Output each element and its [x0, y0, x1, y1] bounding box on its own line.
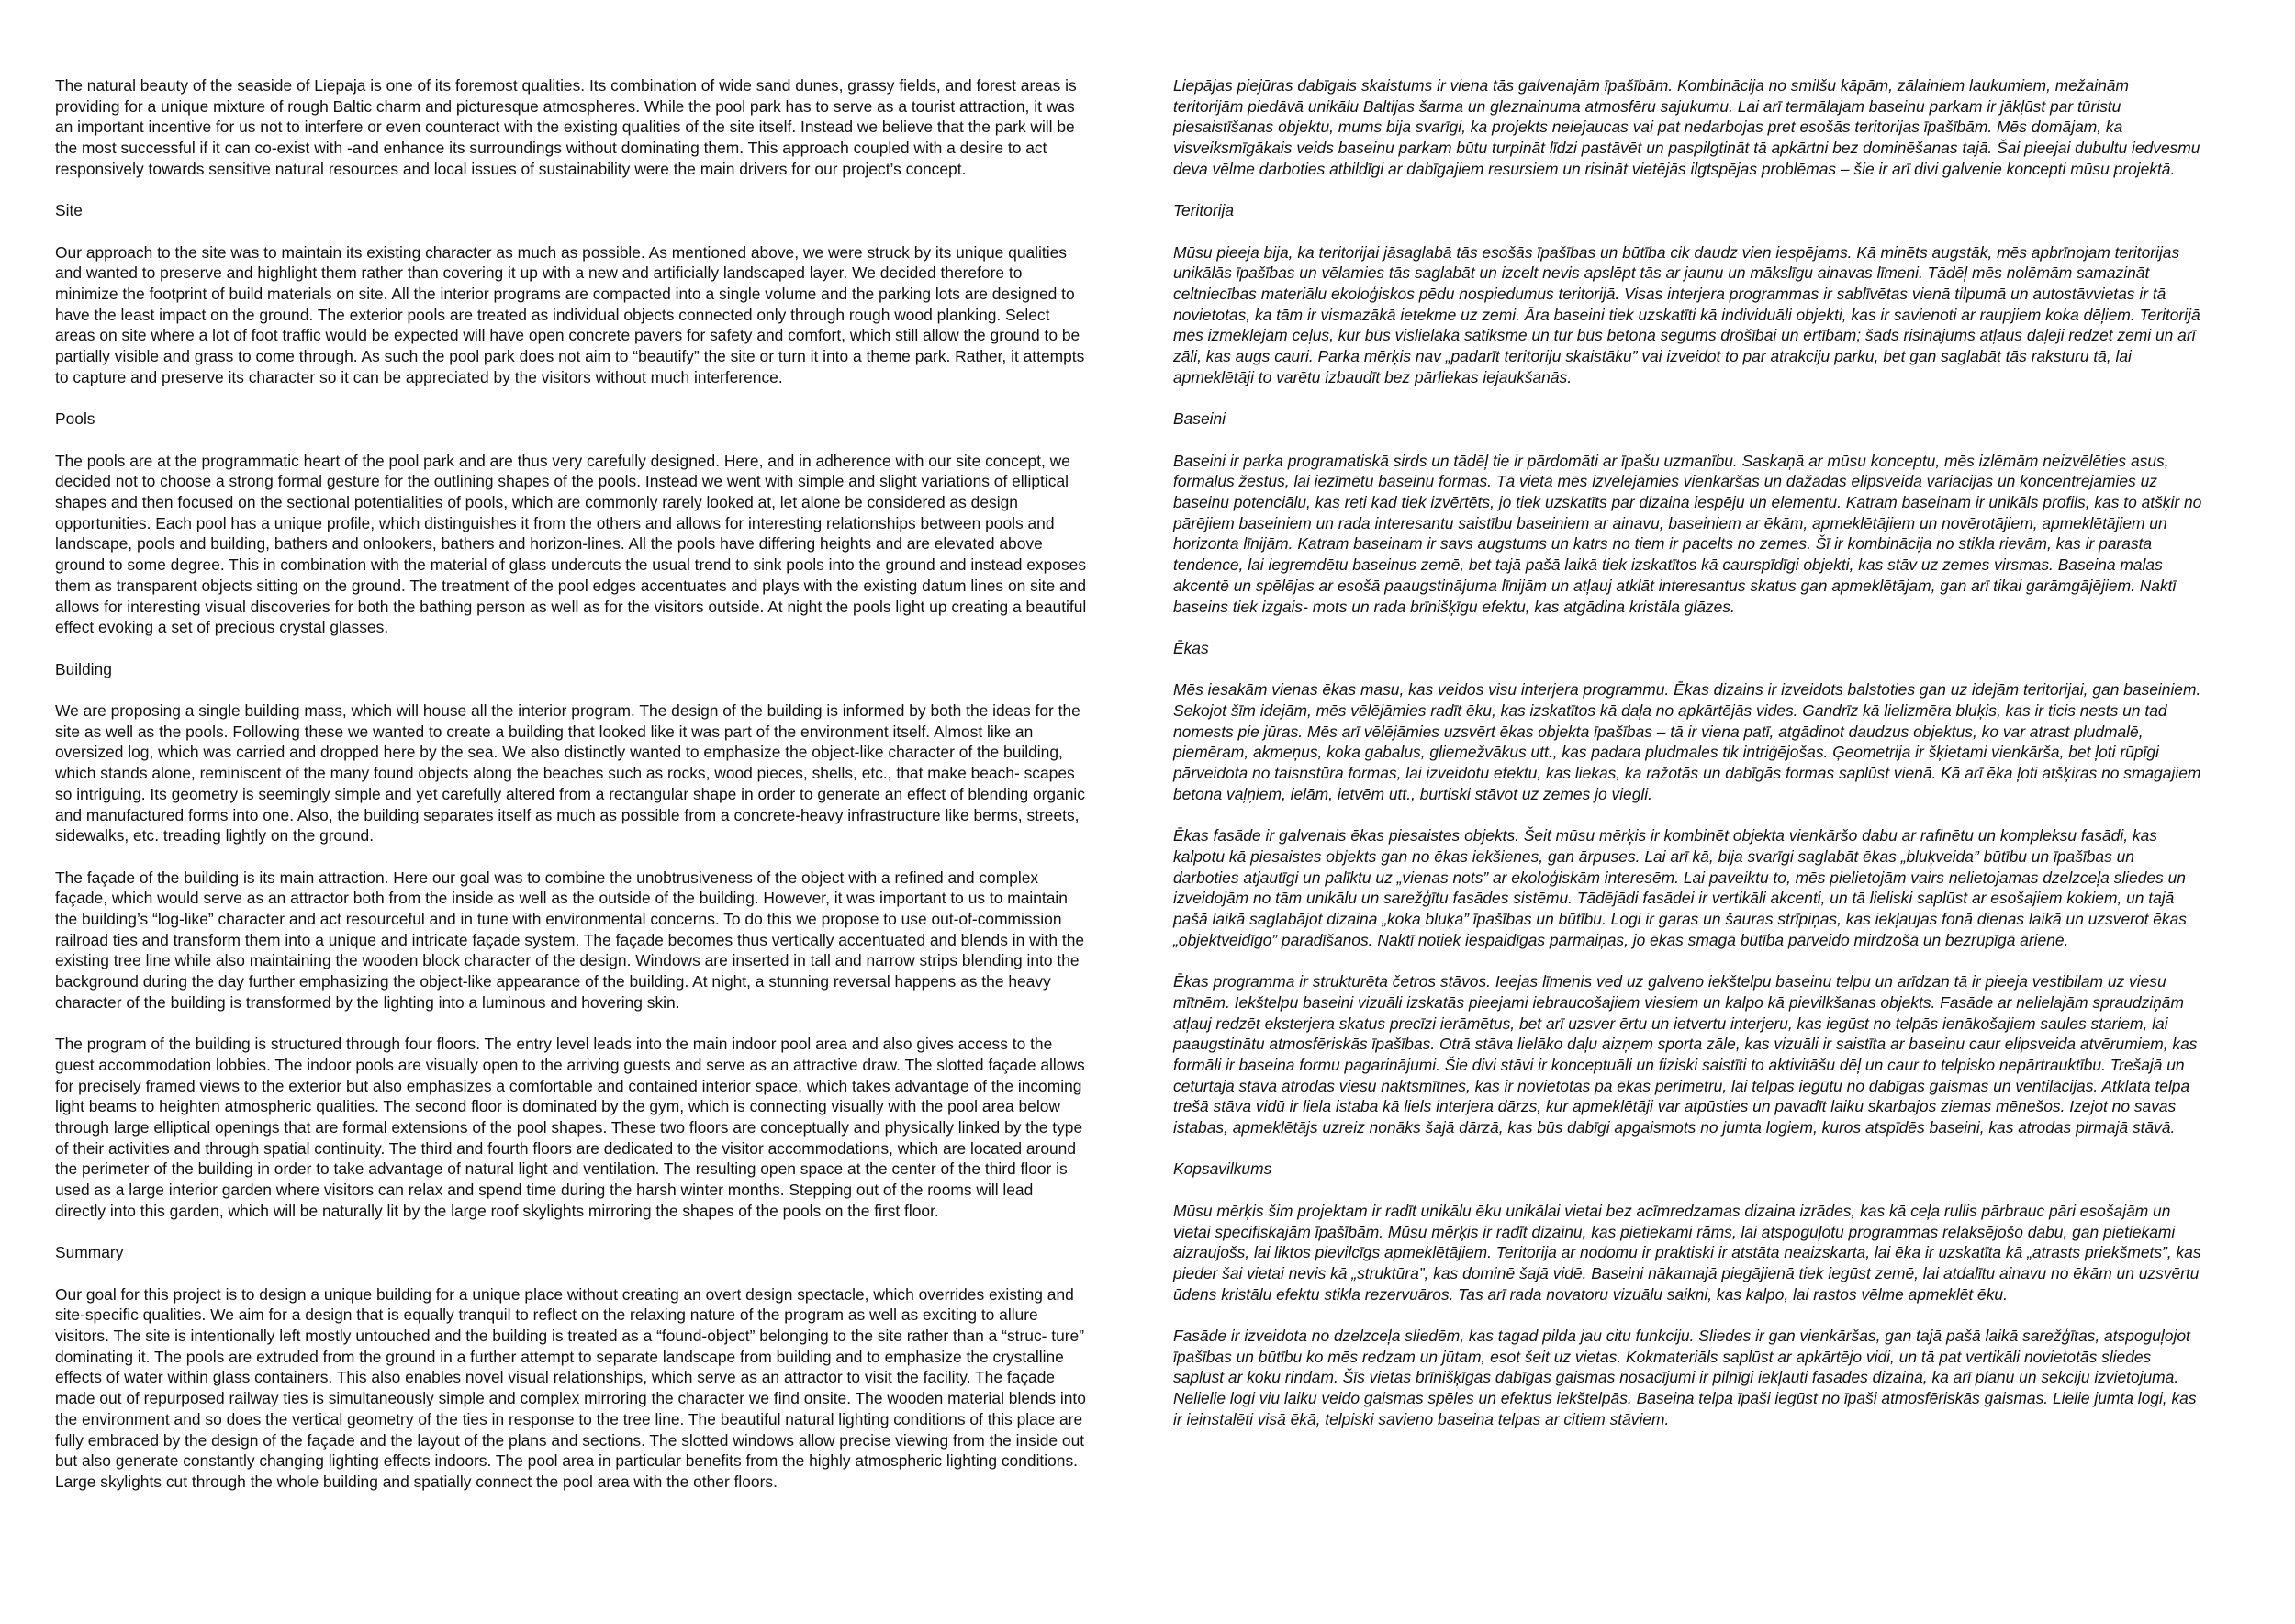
latvian-building-paragraph-2: Ēkas fasāde ir galvenais ēkas piesaistes objekts. Šeit mūsu mērķis ir kombinēt objekta vienkāršo dabu ar rafinētu un kompleksu fasādi, kas kalpotu kā piesaistes objekts gan no ēkas iekšienes, gan ārpuses. Lai arī kā, bija svarīgi saglabāt ēkas „bluķveida” būtību un īpašības un darboties atjautīgi un palīktu uz „vienas nots” ar ekoloģiskām interesēm. Lai paveiktu to, mēs pielietojām vairs nelietojamas dzelzceļa sliedes un izveidojām no tām unikālu un sarežģītu fasādes sistēmu. Tādējādi fasādei ir vertikāli akcenti, un tā lieliski saplūst ar esošajiem kokiem, un tajā pašā laikā saglabājot dizaina „koka bluķa” īpašības un būtību. Logi ir garas un šauras strīpiņas, kas iekļaujas fonā dienas laikā un uzsverot ēkas „objektveidīgo” parādīšanos. Naktī notiek iespaidīgas pārmaiņas, jo ēkas smagā būtība pārveido mirdzošā un bezrūpīgā ārienē. — [1173, 826, 2187, 949]
english-building-paragraph-3: The program of the building is structured through four floors. The entry level leads into the main indoor pool area and also gives access to the guest accommodation lobbies. The indoor pools are visually open to the arriving guests and serve as an attractive draw. The slotted façade allows for precisely framed views to the exterior but also emphasizes a comfortable and contained interior space, which takes advantage of the incoming light beams to heighten atmospheric qualities. The second floor is dominated by the gym, which is connecting visually with the pool area below through large elliptical openings that are formal extensions of the pool shapes. These two floors are conceptually and physically linked by the type of their activities and through spatial continuity. The third and fourth floors are dedicated to the visitor accommodations, which are located around the perimeter of the building in order to take advantage of natural light and ventilation. The resulting open space at the center of the third floor is used as a large interior garden where visitors can relax and spend time during the harsh winter months. Stepping out of the rooms will lead directly into this garden, which will be naturally lit by the large roof skylights mirroring the shapes of the pools on the first floor. — [55, 1035, 1085, 1220]
latvian-intro-paragraph: Liepājas piejūras dabīgais skaistums ir viena tās galvenajām īpašībām. Kombinācija no smilšu kāpām, zālainiem laukumiem, mežainām teritorijām piedāvā unikālu Baltijas šarma un gleznainuma atmosfēru sajukumu. Lai arī termālajam baseinu parkam ir jākļūst par tūristu piesaistīšanas objektu, mums bija svarīgi, ka projekts neiejaucas vai pat nedarbojas pret esošās teritorijas īpašībām. Mēs domājam, ka visveiksmīgākais veids baseinu parkam būtu turpināt līdzi pastāvēt un paspilgtināt tā apkārtni bez dominēšanas tajā. Šai pieejai dubultu iedvesmu deva vēlme darboties atbildīgi ar dabīgajiem resursiem un risināt vietējās ilgtspējas problēmas – šie ir arī divi galvenie koncepti mūsu projektā. — [1173, 76, 2200, 178]
english-summary-heading: Summary — [55, 1243, 124, 1262]
english-column — [55, 75, 1088, 1513]
latvian-pools-heading: Baseini — [1173, 409, 1226, 429]
latvian-building-paragraph-1: Mēs iesakām vienas ēkas masu, kas veidos visu interjera programmu. Ēkas dizains ir izveidots balstoties gan uz idejām teritorijai, gan baseiniem. Sekojot šīm idejām, mēs vēlējāmies radīt ēku, kas izskatītos kā daļa no apkārtējās vides. Gandrīz kā lielizmēra bluķis, kas ir ticis nests un tad nomests pie jūras. Mēs arī vēlējāmies uzsvērt ēkas objekta īpašības – tā ir viena patī, atgādinot daudzus objektus, ko var atrast pludmalē, piemēram, akmeņus, koka gabalus, gliemežvākus utt., kas padara pludmales tik intriģējošas. Ģeometrija ir šķietami vienkārša, bet ļoti rūpīgi pārveidota no taisnstūra formas, lai izveidotu efektu, kas liekas, ka ražotās un dabīgās formas saplūst vienā. Kā arī ēka ļoti atšķiras no smagajiem betona vaļņiem, ielām, ietvēm utt., burtiski stāvot uz zemes jo viegli. — [1173, 680, 2201, 803]
latvian-pools-paragraph: Baseini ir parka programatiskā sirds un tādēļ tie ir pārdomāti ar īpašu uzmanību. Saskaņā ar mūsu konceptu, mēs izlēmām neizvēlēties asus, formālus žestus, lai iezīmētu baseinu formas. Tā vietā mēs izvēlējāmies vienkāršas un dažādas elipsveida variācijas un koncentrējāmies uz baseinu potenciālu, kas reti kad tiek izvērtēts, jo tiek uzskatīts par dizaina iespēju un elementu. Katram baseinam ir unikāls profils, kas to atšķir no pārējiem baseiniem un rada interesantu saistību baseiniem ar ainavu, baseiniem ar ēkām, apmeklētājiem un novērotājiem, apmeklētājiem un horizonta līnijām. Katram baseinam ir savs augstums un katrs no tiem ir pacelts no zemes. Šī ir kombinācija no stikla rievām, kas ir parasta tendence, lai iegremdētu baseinus zemē, bet tajā pašā laikā tiek izskatītos kā caurspīdīgi objekti, kas stāv uz zemes virsmas. Baseina malas akcentē un spēlējas ar esošā paaugstinājuma līnijām un atļauj atklāt interesantus skatus gan apmeklētājam, gan arī tikai garāmgājējiem. Naktī baseins tiek izgais- mots un rada brīnišķīgu efektu, kas atgādina kristāla glāzes. — [1173, 451, 2202, 616]
latvian-building-heading: Ēkas — [1173, 638, 1209, 657]
english-pools-heading: Pools — [55, 409, 95, 429]
english-site-heading: Site — [55, 201, 83, 220]
english-site-paragraph: Our approach to the site was to maintain its existing character as much as possible. As mentioned above, we were struck by its unique qualities and wanted to preserve and highlight them rather than covering it up with a new and artificially landscaped layer. We decided therefore to minimize the footprint of build materials on site. All the interior programs are compacted into a single volume and the parking lots are designed to have the least impact on the ground. The exterior pools are treated as individual objects connected only through rough wood planking. Select areas on site where a lot of foot traffic would be expected will have open concrete pavers for safety and comfort, which still allow the ground to be partially visible and grass to come through. As such the pool park does not aim to “beautify” the site or turn it into a theme park. Rather, it attempts to capture and preserve its character so it can be appreciated by the visitors without much interference. — [55, 242, 1085, 386]
latvian-summary-heading: Kopsavilkums — [1173, 1159, 1272, 1179]
latvian-building-paragraph-3: Ēkas programma ir strukturēta četros stāvos. Ieejas līmenis ved uz galveno iekštelpu baseinu telpu un arīdzan tā ir pieeja vestibilam uz viesu mītnēm. Iekštelpu baseini vizuāli izskatās pieejami iebraucošajiem viesiem un kalpo kā pievilkšanas objekts. Fasāde ar nelielajām spraudziņām atļauj redzēt eksterjera skatus precīzi ierāmētus, bet arī uzsver ērtu un ietvertu interjeru, kas iegūst no telpās ienākošajiem saules stariem, lai paaugstinātu atmosfēriskās īpašības. Otrā stāva lielāko daļu aizņem sporta zāle, kas vizuāli ir saistīta ar baseinu caur elipsveida atvērumiem, kas formāli ir baseina formu pagarinājumi. Šie divi stāvi ir konceptuāli un fiziski saistīti to aktivitāšu dēļ un caur to telpisko nepārtrauktību. Trešajā un ceturtajā stāvā atrodas viesu naktsmītnes, kas ir novietotas pa ēkas perimetru, lai telpas iegūtu no dabīgās gaismas un ventilācijas. Atklātā telpa trešā stāva vidū ir liela istaba kā liels interjera dārzs, kur apmeklētāji var atpūsties un pavadīt laiku skarbajos ziemas mēnešos. Izejot no savas istabas, apmeklētājs uzreiz nonāks šajā dārzā, kas būs dabīgi apgaismots no jumta logiem, kuros atspīdēs baseini, kas atrodas pirmajā stāvā. — [1173, 972, 2198, 1137]
latvian-summary-paragraph-2: Fasāde ir izveidota no dzelzceļa sliedēm, kas tagad pilda jau citu funkciju. Sliedes ir gan vienkāršas, gan tajā pašā laikā sarežģītas, atspoguļojot īpašības un būtību ko mēs redzam un jūtam, esot šeit uz vietas. Kokmateriāls saplūst ar apkārtējo vidi, un tā pat vertikāli novietotās sliedes saplūst ar koku rindām. Šīs vietas brīnišķīgās dabīgās gaismas nosacījumi ir pilnīgi iekļauti fasādes dizainā, kā arī plānu un sekciju izvietojumā. Nelielie logi viu laiku veido gaismas spēles un efektus iekštelpās. Baseina telpa īpaši iegūst no īpaši atmosfēriskās gaismas. Lielie jumta logi, kas ir ieinstalēti visā ēkā, telpiski savieno baseina telpas ar citiem stāviem. — [1173, 1327, 2197, 1428]
latvian-site-heading: Teritorija — [1173, 201, 1235, 220]
english-intro-paragraph: The natural beauty of the seaside of Liepaja is one of its foremost qualities. Its combination of wide sand dunes, grassy fields, and forest areas is providing for a unique mixture of rough Baltic charm and picturesque atmospheres. While the pool park has to serve as a tourist attraction, it was an important incentive for us not to interfere or even counteract with the existing qualities of the site itself. Instead we believe that the park will be the most successful if it can co-exist with -and enhance its surroundings without dominating them. This approach coupled with a desire to act responsively towards sensitive natural resources and local issues of sustainability were the main drivers for our project’s concept. — [55, 76, 1077, 178]
latvian-summary-paragraph-1: Mūsu mērķis šim projektam ir radīt unikālu ēku unikālai vietai bez acīmredzamas dizaina izrādes, kas kā ceļa rullis pārbrauc pāri esošajām un vietai specifiskajām īpašībām. Mūsu mērķis ir radīt dizainu, kas pietiekami rāms, lai atspoguļotu programmas relaksējošo dabu, gan pietiekami aizraujošs, lai liktos pievilcīgs apmeklētājiem. Teritorija ar nodomu ir praktiski ir atstāta neaizskarta, lai ēka ir uzskatīta kā „atrasts priekšmets”, kas pieder šai vietai nevis kā „struktūra”, kas dominē šajā vidē. Baseini nākamajā piegājienā tiek iegūst zemē, lai atdalītu ainavu no ēkām un uzsvērtu ūdens kristālu efektu stikla rezervuāros. Tas arī rada novatoru vizuālu saikni, kas kalpo, lai rastos vēlme apmeklēt ēku. — [1173, 1201, 2201, 1304]
latvian-site-paragraph: Mūsu pieeja bija, ka teritorijai jāsaglabā tās esošās īpašības un būtība cik daudz vien iespējams. Kā minēts augstāk, mēs apbrīnojam teritorijas unikālās īpašības un vēlamies tās saglabāt un izcelt nevis apslēpt tās ar jaunu un mākslīgu ainavas līmeni. Tādēļ mēs nolēmām samazināt celtniecības materiālu ekoloģiskos pēdu nospiedumus teritorijā. Visas interjera programmas ir sablīvētas vienā tilpumā un autostāvvietas ir tā novietotas, ka tām ir vismazākā ietekme uz zemi. Āra baseini tiek uzskatīti kā individuāli objekti, kas ir savienoti ar raupjiem koka dēļiem. Teritorijā mēs izmeklējām ceļus, kur būs vislielākā satiksme un tur būs betona segums drošībai un ērtībām; šāds risinājums atļaus daļēji redzēt zemi un arī zāli, kas augs cauri. Parka mērķis nav „padarīt teritoriju skaistāku” vai izveidot to par atrakciju parku, bet gan saglabāt tās raksturu tā, lai apmeklētāji to varētu izbaudīt bez pārliekas iejaukšanās. — [1173, 242, 2200, 386]
english-pools-paragraph: The pools are at the programmatic heart of the pool park and are thus very carefully designed. Here, and in adherence with our site concept, we decided not to choose a strong formal gesture for the outlining shapes of the pools. Instead we went with simple and slight variations of elliptical shapes and then focused on the sectional potentialities of pools, which are commonly rarely looked at, let alone be considered as design opportunities. Each pool has a unique profile, which distinguishes it from the others and allows for interesting relationships between pools and landscape, pools and building, bathers and onlookers, bathers and horizon-lines. All the pools have differing heights and are elevated above ground to some degree. This in combination with the material of glass undercuts the usual trend to sink pools into the ground and instead exposes them as transparent objects sitting on the ground. The treatment of the pool edges accentuates and plays with the existing datum lines on site and allows for interesting visual discoveries for both the bathing person as well as for the visitors outside. At night the pools light up creating a beautiful effect evoking a set of precious crystal glasses. — [55, 451, 1087, 637]
english-building-paragraph-1: We are proposing a single building mass, which will house all the interior program. The design of the building is informed by both the ideas for the site as well as the pools. Following these we wanted to create a building that looked like it was part of the environment itself. Almost like an oversized log, which was carried and dropped here by the sea. We also distinctly wanted to emphasize the object-like character of the building, which stands alone, reminiscent of the many found objects along the beaches such as rocks, wood pieces, shells, etc., that make beach- scapes so intriguing. Its geometry is seemingly simple and yet carefully altered from a rectangular shape in order to generate an effect of blending organic and manufactured forms into one. Also, the building separates itself as much as possible from a concrete-heavy infrastructure like berms, streets, sidewalks, etc. treading lightly on the ground. — [55, 701, 1085, 846]
latvian-column — [1173, 75, 2203, 1450]
english-summary-paragraph: Our goal for this project is to design a unique building for a unique place without creating an overt design spectacle, which overrides existing and site-specific qualities. We aim for a design that is equally tranquil to reflect on the relaxing nature of the program as well as exciting to allure visitors. The site is intentionally left mostly untouched and the building is treated as a “found-object” belonging to the site rather than a “struc- ture” dominating it. The pools are extruded from the ground in a further attempt to separate landscape from building and to emphasize the crystalline effects of water within glass containers. This also enables novel visual relationships, which serve as an attractor to visit the facility. The façade made out of repurposed railway ties is simultaneously simple and complex mirroring the character we find onsite. The wooden material blends into the environment and so does the vertical geometry of the ties in response to the tree line. The beautiful natural lighting conditions of this place are fully embraced by the design of the façade and the layout of the plans and sections. The slotted windows allow precise viewing from the inside out but also generate constantly changing lighting effects indoors. The pool area in particular benefits from the highly atmospheric lighting conditions. Large skylights cut through the whole building and spatially connect the pool area with the other floors. — [55, 1284, 1086, 1491]
english-building-paragraph-2: The façade of the building is its main attraction. Here our goal was to combine the unobtrusiveness of the object with a refined and complex façade, which would serve as an attractor both from the inside as well as the outside of the building. However, it was important to us to maintain the building’s “log-like” character and act resourceful and in tune with environmental concerns. To do this we propose to use out-of-commission railroad ties and transform them into a unique and intricate façade system. The façade becomes thus vertically accentuated and blends in with the existing tree line while also maintaining the wooden block character of the design. Windows are inserted in tall and narrow strips blending into the background during the day further emphasizing the object-like appearance of the building. At night, a stunning reversal happens as the heavy character of the building is transformed by the lighting into a luminous and hovering skin. — [55, 868, 1085, 1012]
english-building-heading: Building — [55, 659, 112, 678]
